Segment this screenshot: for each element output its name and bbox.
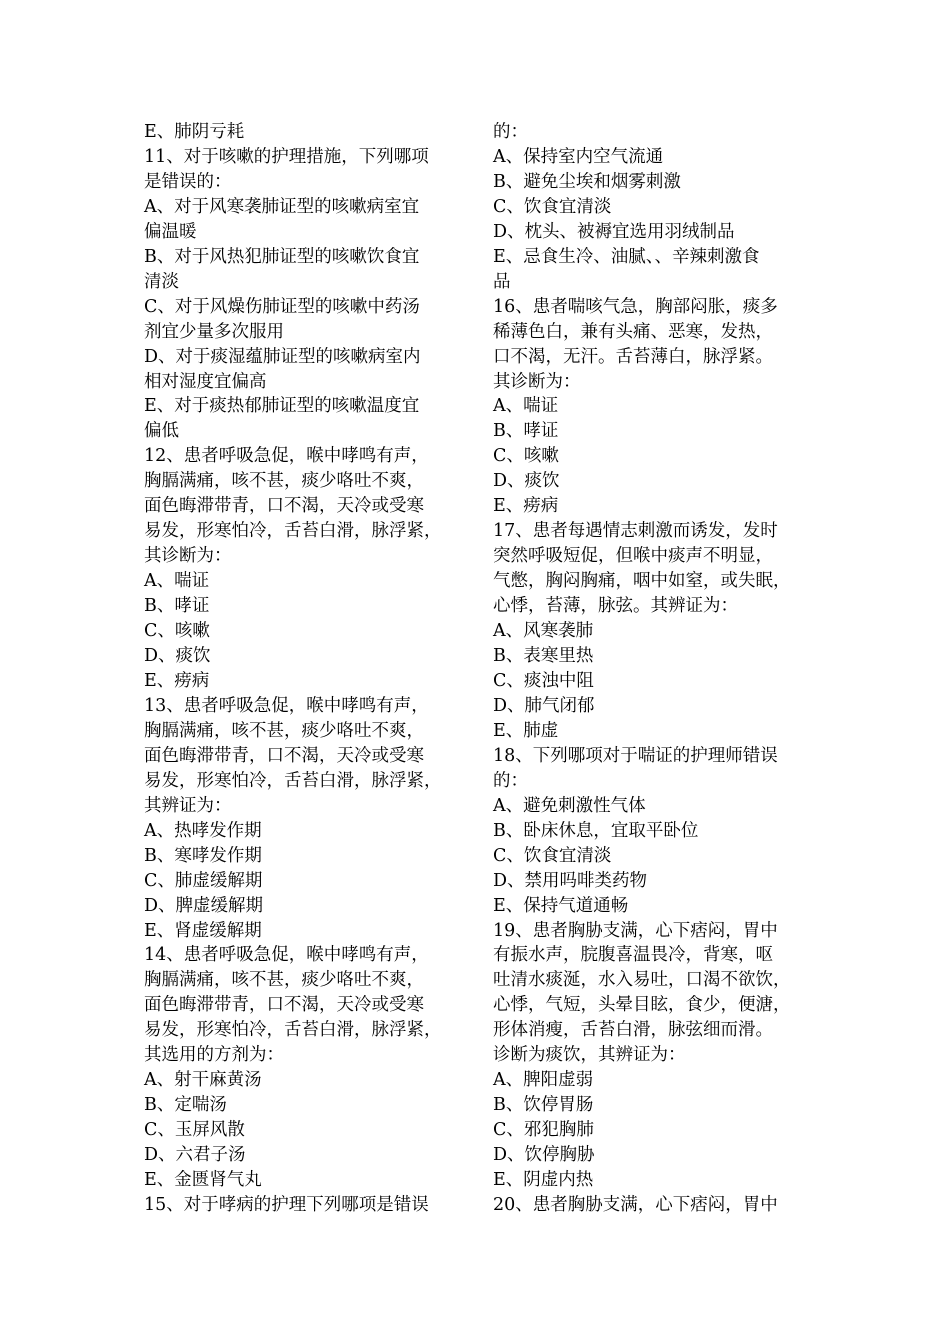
text-line: 12、患者呼吸急促，喉中哮鸣有声， <box>144 446 429 467</box>
text-line: 的： <box>493 770 528 791</box>
text-line: 剂宜少量多次服用 <box>144 321 284 342</box>
text-line: C、邪犯胸肺 <box>493 1120 594 1141</box>
text-line: 面色晦滞带青，口不渴，天冷或受寒 <box>144 745 424 766</box>
text-line: E、痨病 <box>493 496 559 517</box>
text-line: 面色晦滞带青，口不渴，天冷或受寒 <box>144 995 424 1016</box>
text-line: E、肾虚缓解期 <box>144 920 262 941</box>
text-line: 胸膈满痛，咳不甚，痰少咯吐不爽， <box>144 970 424 991</box>
text-line: 16、患者喘咳气急，胸部闷胀，痰多 <box>493 296 778 317</box>
text-line: E、金匮肾气丸 <box>144 1170 262 1191</box>
text-line: D、禁用吗啡类药物 <box>493 870 648 891</box>
text-line: A、射干麻黄汤 <box>144 1070 262 1091</box>
text-line: B、定喘汤 <box>144 1095 227 1116</box>
text-line: 吐清水痰涎，水入易吐，口渴不欲饮， <box>493 970 791 991</box>
text-line: 相对湿度宜偏高 <box>144 371 267 392</box>
text-line: 19、患者胸胁支满，心下痞闷，胃中 <box>493 920 778 941</box>
text-line: 心悸，气短，头晕目眩，食少，便溏， <box>493 995 791 1016</box>
text-line: A、风寒袭肺 <box>493 621 594 642</box>
text-line: 其辨证为： <box>144 795 232 816</box>
text-line: 偏温暖 <box>144 221 197 242</box>
text-line: 心悸，苔薄，脉弦。其辨证为： <box>493 596 738 617</box>
text-line: E、忌食生冷、油腻、、辛辣刺激食 <box>493 246 760 267</box>
text-line: A、喘证 <box>144 571 210 592</box>
text-line: E、对于痰热郁肺证型的咳嗽温度宜 <box>144 396 420 417</box>
text-line: 的： <box>493 122 528 142</box>
text-line: 14、患者呼吸急促，喉中哮鸣有声， <box>144 945 429 966</box>
text-line: C、对于风燥伤肺证型的咳嗽中药汤 <box>144 296 420 317</box>
text-line: 是错误的： <box>144 171 232 192</box>
text-line: 易发，形寒怕冷，舌苔白滑，脉浮紧， <box>144 770 442 791</box>
left-text-column <box>144 120 474 1218</box>
text-line: E、肺阴亏耗 <box>144 122 245 142</box>
text-line: D、肺气闭郁 <box>493 695 595 716</box>
text-line: C、痰浊中阻 <box>493 670 594 691</box>
text-line: E、阴虚内热 <box>493 1170 594 1191</box>
text-line: B、寒哮发作期 <box>144 845 262 866</box>
text-line: 13、患者呼吸急促，喉中哮鸣有声， <box>144 695 429 716</box>
text-line: C、肺虚缓解期 <box>144 870 263 891</box>
text-line: 形体消瘦，舌苔白滑，脉弦细而滑。 <box>493 1020 773 1041</box>
text-line: 11、对于咳嗽的护理措施，下列哪项 <box>144 146 429 167</box>
text-line: A、脾阳虚弱 <box>493 1070 594 1091</box>
text-line: 面色晦滞带青，口不渴，天冷或受寒 <box>144 496 424 517</box>
text-line: B、表寒里热 <box>493 646 594 667</box>
text-line: A、热哮发作期 <box>144 820 262 841</box>
text-line: 突然呼吸短促，但喉中痰声不明显， <box>493 546 773 567</box>
text-line: C、饮食宜清淡 <box>493 196 612 217</box>
text-line: D、脾虚缓解期 <box>144 895 264 916</box>
text-line: B、对于风热犯肺证型的咳嗽饮食宜 <box>144 246 420 267</box>
text-line: A、对于风寒袭肺证型的咳嗽病室宜 <box>144 196 420 217</box>
text-line: A、避免刺激性气体 <box>493 795 646 816</box>
text-line: 胸膈满痛，咳不甚，痰少咯吐不爽， <box>144 471 424 492</box>
text-line: 其诊断为： <box>493 371 581 392</box>
text-line: 其诊断为： <box>144 546 232 567</box>
text-line: 其选用的方剂为： <box>144 1045 284 1066</box>
text-line: 18、下列哪项对于喘证的护理师错误 <box>493 745 778 766</box>
text-line: B、饮停胃肠 <box>493 1095 594 1116</box>
text-line: 15、对于哮病的护理下列哪项是错误 <box>144 1194 429 1215</box>
right-text-column <box>493 120 823 1218</box>
text-line: B、避免尘埃和烟雾刺激 <box>493 171 681 192</box>
text-line: 易发，形寒怕冷，舌苔白滑，脉浮紧， <box>144 521 442 542</box>
text-line: E、痨病 <box>144 670 210 691</box>
text-line: 诊断为痰饮，其辨证为： <box>493 1045 686 1066</box>
text-line: C、咳嗽 <box>144 621 210 642</box>
text-line: 有振水声，脘腹喜温畏冷，背寒，呕 <box>493 945 773 966</box>
text-line: B、哮证 <box>493 421 559 442</box>
text-line: D、痰饮 <box>144 646 211 667</box>
text-line: B、哮证 <box>144 596 210 617</box>
text-line: A、喘证 <box>493 396 559 417</box>
text-line: 品 <box>493 271 511 292</box>
text-line: 偏低 <box>144 421 179 442</box>
text-line: D、痰饮 <box>493 471 560 492</box>
text-line: E、肺虚 <box>493 720 559 741</box>
text-line: D、对于痰湿蕴肺证型的咳嗽病室内 <box>144 346 421 367</box>
text-line: 17、患者每遇情志刺激而诱发，发时 <box>493 521 778 542</box>
text-line: 口不渴，无汗。舌苔薄白，脉浮紧。 <box>493 346 773 367</box>
text-line: 气憋，胸闷胸痛，咽中如窒，或失眠， <box>493 571 791 592</box>
text-line: 胸膈满痛，咳不甚，痰少咯吐不爽， <box>144 720 424 741</box>
text-line: A、保持室内空气流通 <box>493 146 664 167</box>
text-line: B、卧床休息，宜取平卧位 <box>493 820 699 841</box>
text-line: C、饮食宜清淡 <box>493 845 612 866</box>
text-line: 20、患者胸胁支满，心下痞闷，胃中 <box>493 1194 778 1215</box>
text-line: D、饮停胸胁 <box>493 1145 595 1166</box>
text-line: C、玉屏风散 <box>144 1120 245 1141</box>
text-line: D、六君子汤 <box>144 1145 246 1166</box>
text-line: 稀薄色白，兼有头痛、恶寒，发热， <box>493 321 773 342</box>
text-line: D、枕头、被褥宜选用羽绒制品 <box>493 221 735 242</box>
text-line: C、咳嗽 <box>493 446 559 467</box>
text-line: 易发，形寒怕冷，舌苔白滑，脉浮紧， <box>144 1020 442 1041</box>
text-line: E、保持气道通畅 <box>493 895 629 916</box>
text-line: 清淡 <box>144 271 179 292</box>
